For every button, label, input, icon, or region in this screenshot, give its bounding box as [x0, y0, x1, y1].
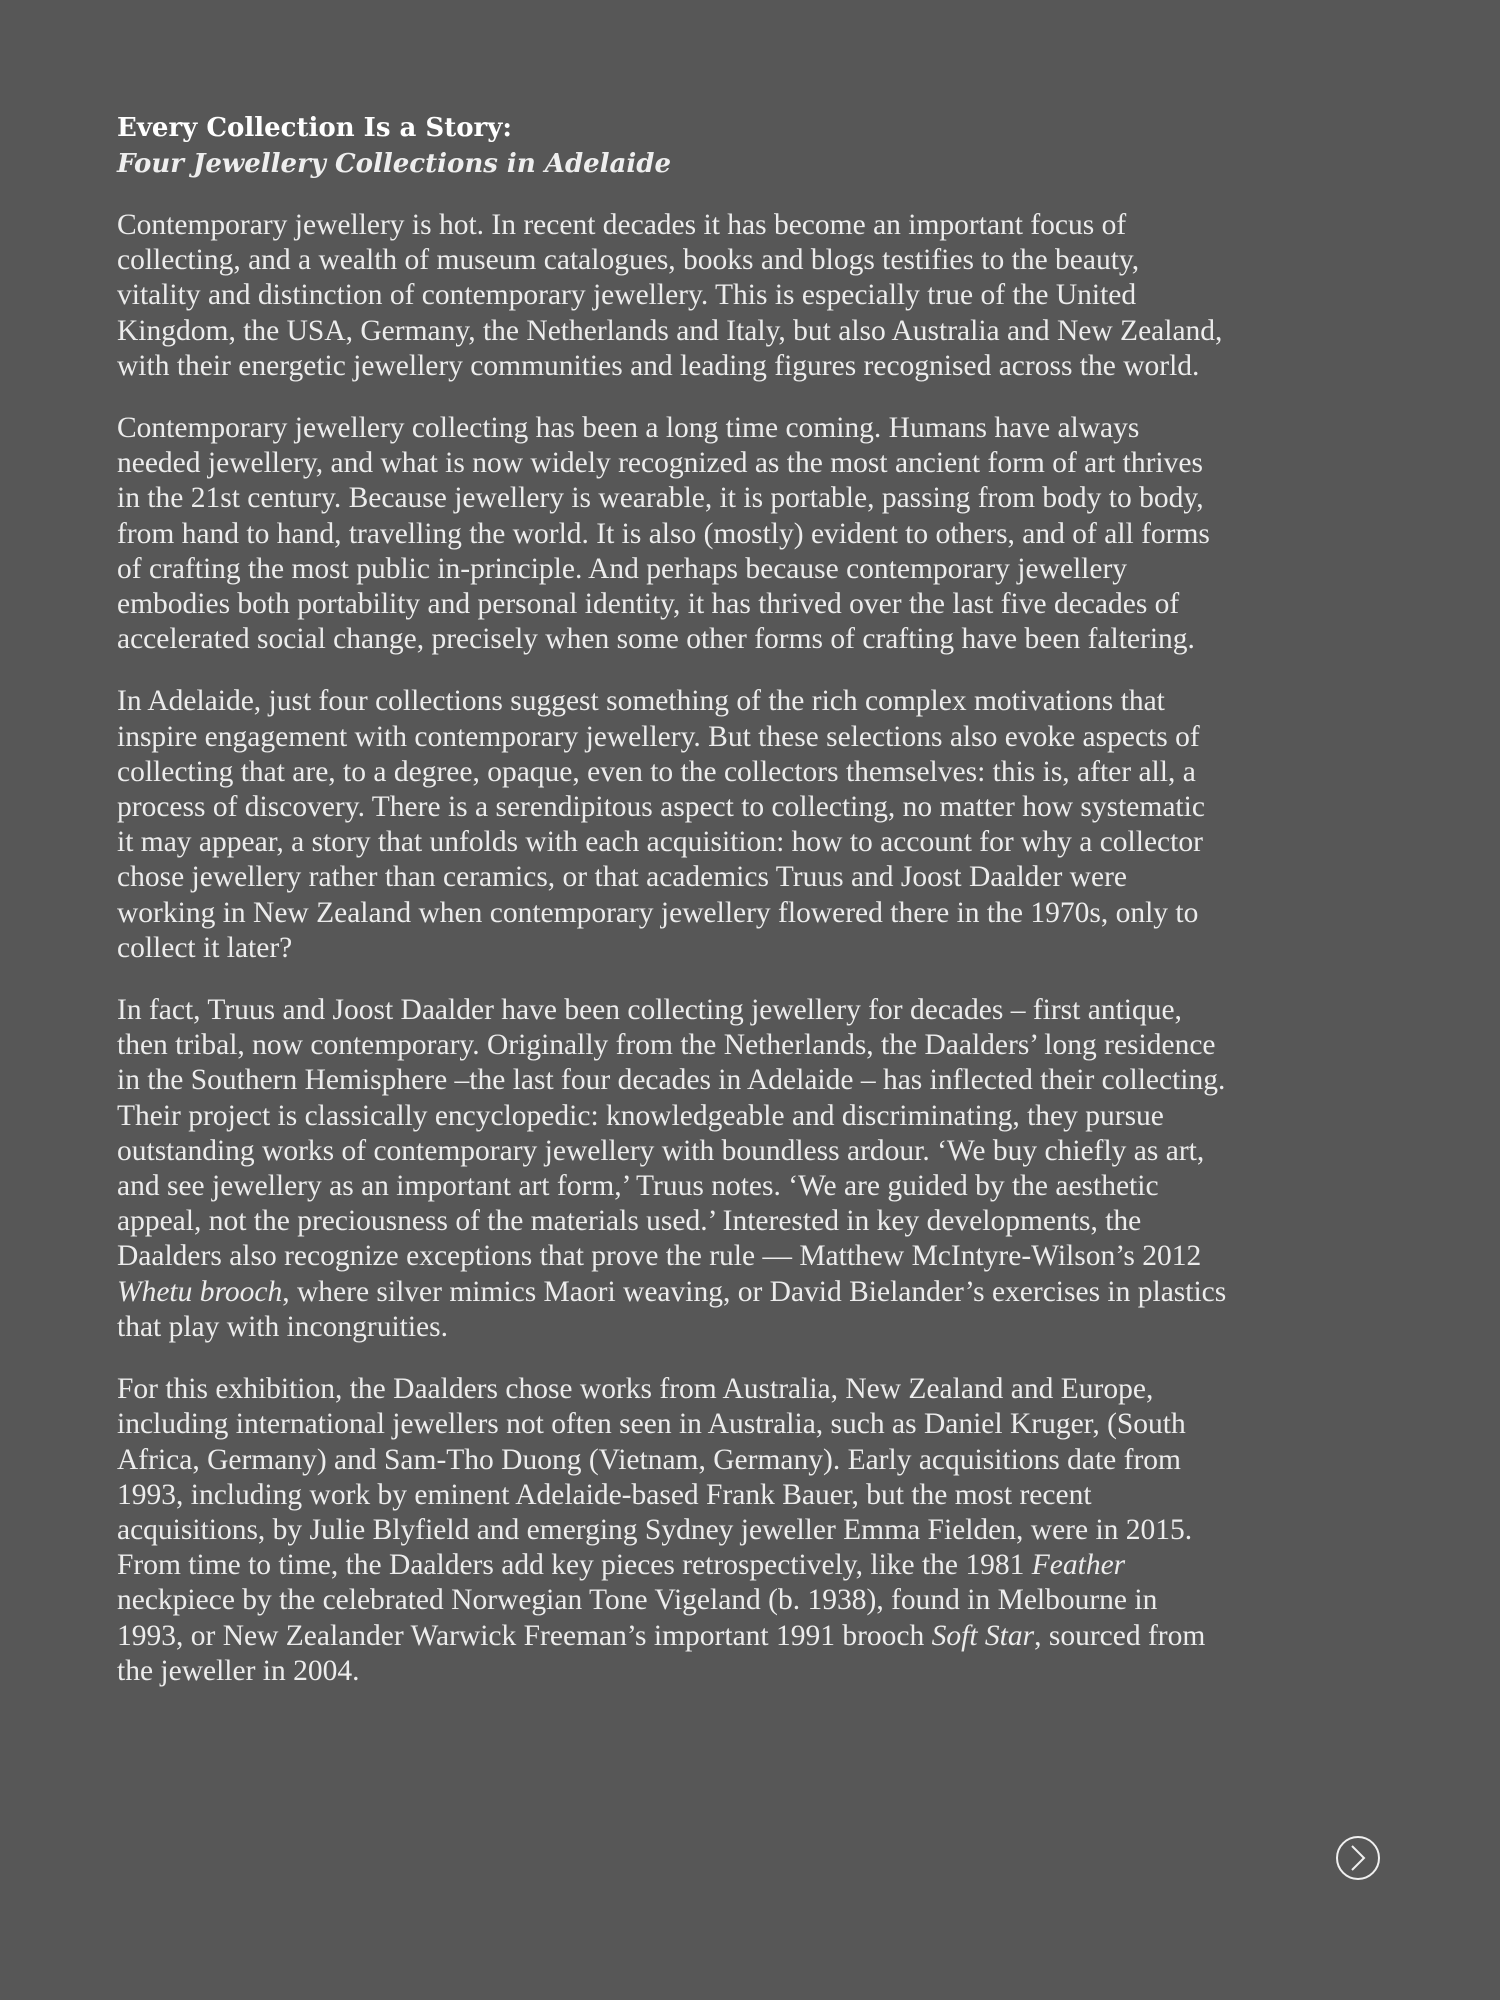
paragraph-5-text-b: neckpiece by the celebrated Norwegian Tone Vigeland (b. 1938), found in Melbourne in 1993, or New Zealander Warwick Freeman’s important 1991 brooch: [117, 1584, 1158, 1652]
chevron-right-icon: [1348, 1844, 1368, 1872]
paragraph-4-text-b: , where silver mimics Maori weaving, or David Bielander’s exercises in plastics that play with incongruities.: [117, 1275, 1227, 1343]
paragraph-5-text-c: , sourced from the jeweller in 2004.: [117, 1619, 1206, 1687]
paragraph-5: [117, 1372, 1227, 1689]
paragraph-4: [117, 993, 1227, 1345]
article-title: Every Collection Is a Story:: [117, 113, 512, 143]
artwork-title-soft-star: Soft Star: [931, 1619, 1035, 1652]
paragraph-1: Contemporary jewellery is hot. In recent decades it has become an important focus of collecting, and a wealth of museum catalogues, books and blogs testifies to the beauty, vitality and distinction of contemporary jewellery. This is especially true of the United Kingdom, the USA, Germany, the Netherlands and Italy, but also Australia and New Zealand, with their energetic jewellery communities and leading figures recognised across the world.: [117, 209, 1223, 382]
artwork-title-whetu-brooch: Whetu brooch: [117, 1275, 283, 1308]
article-subtitle: Four Jewellery Collections in Adelaide: [117, 149, 671, 179]
paragraph-4-text-a: In fact, Truus and Joost Daalder have been collecting jewellery for decades – first antique, then tribal, now contemporary. Originally from the Netherlands, the Daalders’ long residence in the Southern Hemisphere –the last four decades in Adelaide – has inflected their collecting. Their project is classically encyclopedic: knowledgeable and discriminating, they pursue outstanding works of contemporary jewellery with boundless ardour. ‘We buy chiefly as art, and see jewellery as an important art form,’ Truus notes. ‘We are guided by the aesthetic appeal, not the preciousness of the materials used.’ Interested in key developments, the Daalders also recognize exceptions that prove the rule — Matthew McIntyre-Wilson’s 2012: [117, 994, 1226, 1273]
article: [117, 110, 1227, 1716]
paragraph-2: Contemporary jewellery collecting has been a long time coming. Humans have always needed jewellery, and what is now widely recognized as the most ancient form of art thrives in the 21st century. Because jewellery is wearable, it is portable, passing from body to body, from hand to hand, travelling the world. It is also (mostly) evident to others, and of all forms of crafting the most public in-principle. And perhaps because contemporary jewellery embodies both portability and personal identity, it has thrived over the last five decades of accelerated social change, precisely when some other forms of crafting have been faltering.: [117, 412, 1210, 656]
next-page-button[interactable]: [1336, 1836, 1380, 1880]
artwork-title-feather: Feather: [1031, 1549, 1126, 1582]
paragraph-3: In Adelaide, just four collections suggest something of the rich complex motivations that inspire engagement with contemporary jewellery. But these selections also evoke aspects of collecting that are, to a degree, opaque, even to the collectors themselves: this is, after all, a process of discovery. There is a serendipitous aspect to collecting, no matter how systematic it may appear, a story that unfolds with each acquisition: how to account for why a collector chose jewellery rather than ceramics, or that academics Truus and Joost Daalder were working in New Zealand when contemporary jewellery flowered there in the 1970s, only to collect it later?: [117, 685, 1205, 964]
paragraph-5-text-a: For this exhibition, the Daalders chose works from Australia, New Zealand and Europe, including international jewellers not often seen in Australia, such as Daniel Kruger, (South Africa, Germany) and Sam-Tho Duong (Vietnam, Germany). Early acquisitions date from 1993, including work by eminent Adelaide-based Frank Bauer, but the most recent acquisitions, by Julie Blyfield and emerging Sydney jeweller Emma Fielden, were in 2015. From time to time, the Daalders add key pieces retrospectively, like the 1981: [117, 1373, 1193, 1582]
